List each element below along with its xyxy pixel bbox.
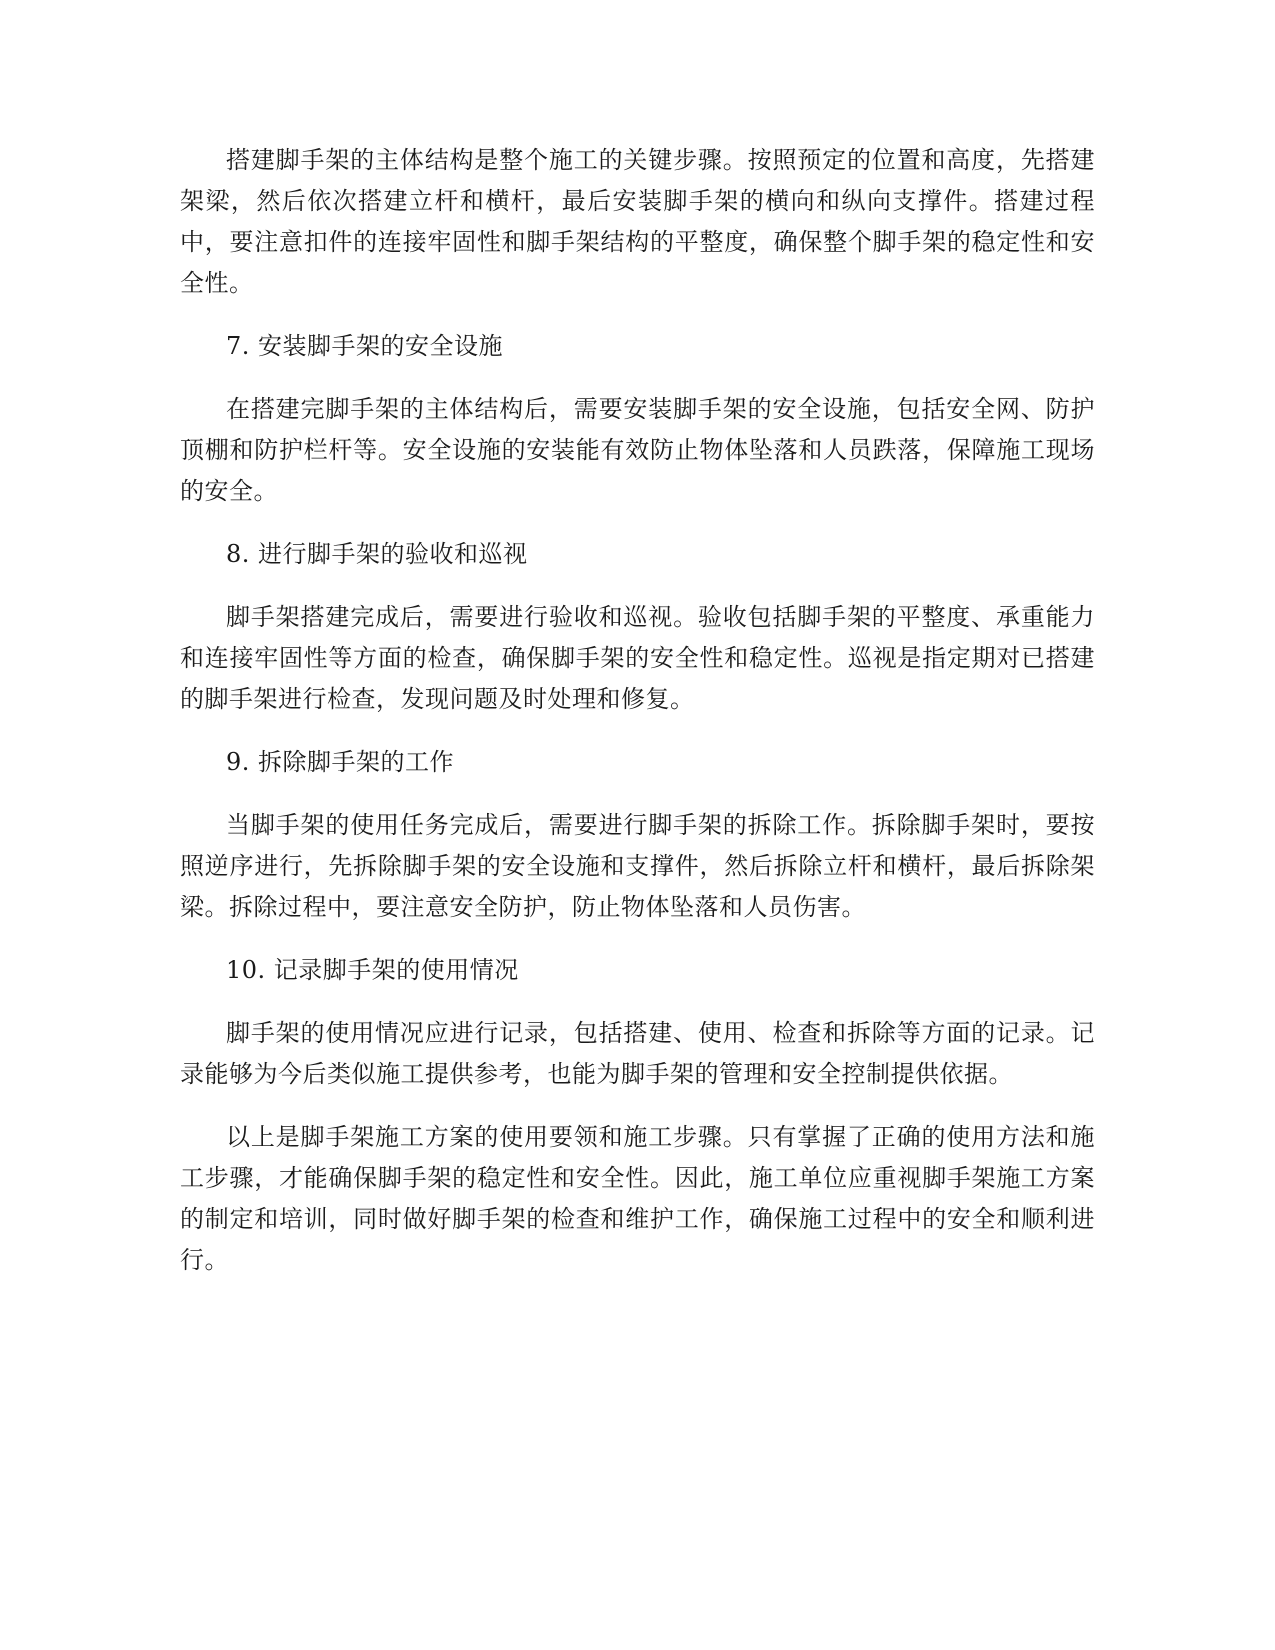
document-page bbox=[180, 140, 1095, 1303]
paragraph-safety-facilities: 在搭建完脚手架的主体结构后，需要安装脚手架的安全设施，包括安全网、防护顶棚和防护栏杆等。安全设施的安装能有效防止物体坠落和人员跌落，保障施工现场的安全。 bbox=[180, 395, 1095, 505]
paragraph-conclusion: 以上是脚手架施工方案的使用要领和施工步骤。只有掌握了正确的使用方法和施工步骤，才能确保脚手架的稳定性和安全性。因此，施工单位应重视脚手架施工方案的制定和培训，同时做好脚手架的检查和维护工作，确保施工过程中的安全和顺利进行。 bbox=[180, 1123, 1095, 1274]
paragraph-dismantle: 当脚手架的使用任务完成后，需要进行脚手架的拆除工作。拆除脚手架时，要按照逆序进行，先拆除脚手架的安全设施和支撑件，然后拆除立杆和横杆，最后拆除架梁。拆除过程中，要注意安全防护，防止物体坠落和人员伤害。 bbox=[180, 811, 1095, 921]
heading-install-safety: 7. 安装脚手架的安全设施 bbox=[226, 332, 504, 360]
heading-record: 10. 记录脚手架的使用情况 bbox=[226, 956, 519, 984]
paragraph-main-structure: 搭建脚手架的主体结构是整个施工的关键步骤。按照预定的位置和高度，先搭建架梁，然后依次搭建立杆和横杆，最后安装脚手架的横向和纵向支撑件。搭建过程中，要注意扣件的连接牢固性和脚手架结构的平整度，确保整个脚手架的稳定性和安全性。 bbox=[180, 146, 1095, 297]
heading-inspection: 8. 进行脚手架的验收和巡视 bbox=[226, 540, 528, 568]
paragraph-inspection: 脚手架搭建完成后，需要进行验收和巡视。验收包括脚手架的平整度、承重能力和连接牢固性等方面的检查，确保脚手架的安全性和稳定性。巡视是指定期对已搭建的脚手架进行检查，发现问题及时处理和修复。 bbox=[180, 603, 1095, 713]
paragraph-record: 脚手架的使用情况应进行记录，包括搭建、使用、检查和拆除等方面的记录。记录能够为今后类似施工提供参考，也能为脚手架的管理和安全控制提供依据。 bbox=[180, 1019, 1095, 1088]
heading-dismantle: 9. 拆除脚手架的工作 bbox=[226, 748, 455, 776]
